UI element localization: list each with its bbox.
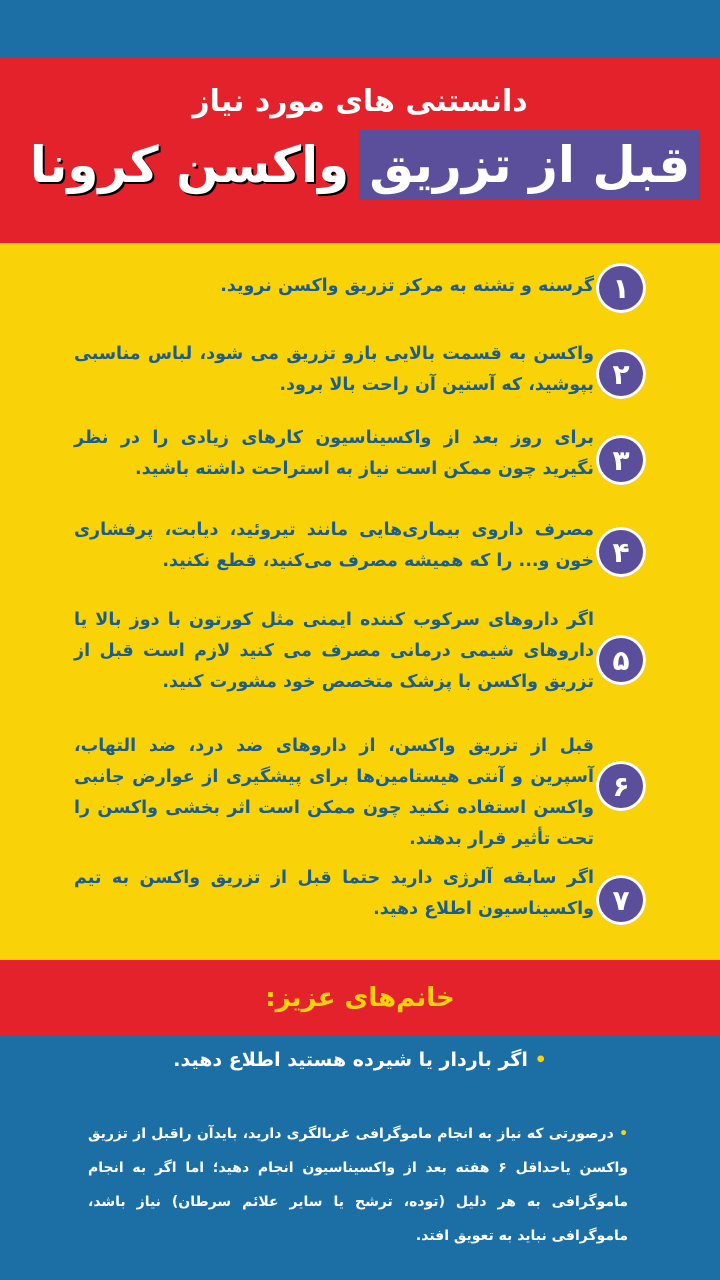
top-band bbox=[0, 0, 720, 58]
tip-text: برای روز بعد از واکسیناسیون کارهای زیادی را در نظر نگیرید چون ممکن است نیاز به استراحت داشته باشید. bbox=[74, 428, 594, 479]
women-title: خانم‌های عزیز: bbox=[265, 982, 455, 1013]
title-plain: واکسن کرونا bbox=[29, 136, 350, 194]
note-pregnancy bbox=[0, 1049, 720, 1071]
note-mammography-text: درصورتی که نیاز به انجام ماموگرافی غربالگری دارید، بایدآن راقبل از تزریق واکسن یاحداقل ۶ هفته بعد از واکسیناسیون انجام دهید؛ اما اگر به انجام ماموگرافی به هر دلیل (توده، ترشح یا سایر علائم سرطان) نیاز باشد، ماموگرافی نباید به تعویق افتد. bbox=[88, 1126, 628, 1244]
page-subtitle: دانستنی های مورد نیاز bbox=[192, 84, 528, 119]
tip-text: واکسن به قسمت بالایی بازو تزریق می شود، لباس مناسبی بپوشید، که آستین آن راحت بالا برود. bbox=[74, 344, 594, 395]
tip-text: مصرف داروی بیماری‌هایی مانند تیروئید، دیابت، پرفشاری خون و... را که همیشه مصرف می‌کنید، قطع نکنید. bbox=[74, 520, 594, 571]
women-heading-band bbox=[0, 960, 720, 1035]
title-boxed: قبل از تزریق bbox=[359, 130, 700, 200]
number-badge: ۶ bbox=[596, 761, 646, 811]
page-title bbox=[20, 130, 700, 200]
number-badge: ۵ bbox=[596, 635, 646, 685]
number-badge: ۲ bbox=[596, 349, 646, 399]
number-badge: ۳ bbox=[596, 435, 646, 485]
number-badge: ۴ bbox=[596, 527, 646, 577]
tip-text: اگر سابقه آلرژی دارید حتما قبل از تزریق واکسن به تیم واکسیناسیون اطلاع دهید. bbox=[74, 868, 594, 919]
women-notes bbox=[0, 1035, 720, 1280]
tips-section bbox=[0, 243, 720, 960]
number-badge: ۱ bbox=[596, 263, 646, 313]
tip-text: گرسنه و تشنه به مرکز تزریق واکسن نروید. bbox=[220, 276, 594, 296]
bullet-icon: • bbox=[534, 1049, 547, 1071]
tip-text: اگر داروهای سرکوب کننده ایمنی مثل کورتون با دوز بالا یا داروهای شیمی درمانی مصرف می کنید لازم است قبل از تزریق واکسن با پزشک متخصص خود مشورت کنید. bbox=[74, 610, 594, 692]
number-badge: ۷ bbox=[596, 875, 646, 925]
tip-text: قبل از تزریق واکسن، از داروهای ضد درد، ضد التهاب، آسپرین و آنتی هیستامین‌ها برای پیشگیری از عوارض جانبی واکسن استفاده نکنید چون ممکن است اثر بخشی واکسن را تحت تأثیر قرار بدهند. bbox=[74, 736, 594, 849]
bullet-icon: • bbox=[619, 1126, 629, 1142]
note-pregnancy-text: اگر باردار یا شیرده هستید اطلاع دهید. bbox=[173, 1049, 528, 1071]
note-mammography bbox=[88, 1117, 628, 1253]
header bbox=[0, 58, 720, 243]
